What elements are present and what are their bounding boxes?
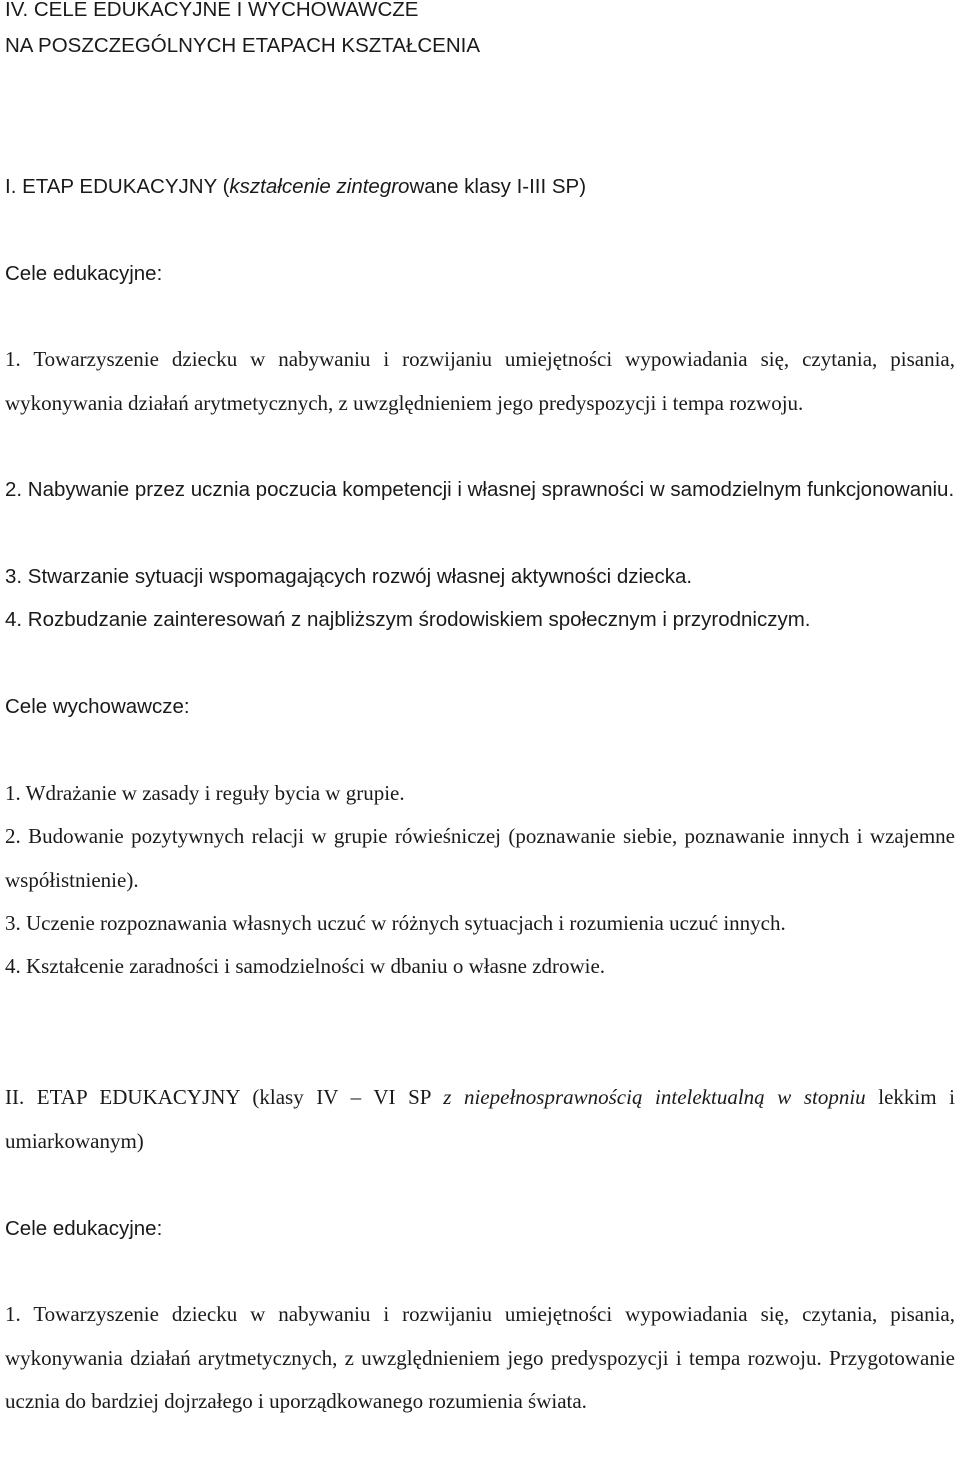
stage-1-edu-label: Cele edukacyjne: (5, 262, 163, 285)
stage-1-heading-italic: kształcenie zintegro (229, 175, 410, 198)
stage-2-heading (5, 1076, 955, 1163)
stage-1-edu-item-2: 2. Nabywanie przez ucznia poczucia kompetencji i własnej sprawności w samodzielnym funkcjonowaniu. (5, 478, 955, 501)
stage-1-upbringing-item-3: 3. Uczenie rozpoznawania własnych uczuć w różnych sytuacjach i rozumienia uczuć innych. (5, 911, 786, 935)
stage-1-upbringing-label: Cele wychowawcze: (5, 695, 190, 718)
stage-1-edu-item-1: 1. Towarzyszenie dziecku w nabywaniu i rozwijaniu umiejętności wypowiadania się, czytania, pisania, wykonywania działań arytmetycznych, z uwzględnieniem jego predyspozycji i tempa rozwoju. (5, 347, 955, 415)
title-line-2: NA POSZCZEGÓLNYCH ETAPACH KSZTAŁCENIA (5, 34, 481, 57)
stage-2-edu-item-1: 1. Towarzyszenie dziecku w nabywaniu i rozwijaniu umiejętności wypowiadania się, czytania, pisania, wykonywania działań arytmetycznych, z uwzględnieniem jego predyspozycji i tempa rozwoju. Przygotowanie ucznia do bardziej dojrzałego i uporządkowanego rozumienia świata. (5, 1302, 955, 1413)
stage-1-heading-prefix: I. ETAP EDUKACYJNY ( (5, 175, 230, 198)
stage-1-heading (5, 165, 586, 209)
title-line-1: IV. CELE EDUKACYJNE I WYCHOWAWCZE (5, 0, 419, 21)
stage-1-upbringing-item-2: 2. Budowanie pozytywnych relacji w grupie rówieśniczej (poznawanie siebie, poznawanie innych i wzajemne współistnienie). (5, 824, 955, 892)
stage-2-heading-suffix: lekkim i umiarkowanym) (5, 1085, 955, 1153)
document-title (5, 0, 480, 64)
stage-2-heading-prefix: II. ETAP EDUKACYJNY (klasy IV – VI SP (5, 1085, 444, 1109)
stage-2-heading-italic: z niepełnosprawnością intelektualną w stopniu (443, 1085, 866, 1109)
stage-1-upbringing-item-1: 1. Wdrażanie w zasady i reguły bycia w grupie. (5, 781, 405, 805)
stage-1-upbringing-item-4: 4. Kształcenie zaradności i samodzielności w dbaniu o własne zdrowie. (5, 954, 606, 978)
stage-1-heading-suffix: wane klasy I-III SP) (409, 175, 587, 198)
stage-2-edu-label: Cele edukacyjne: (5, 1217, 163, 1240)
stage-1-edu-item-3: 3. Stwarzanie sytuacji wspomagających rozwój własnej aktywności dziecka. (5, 565, 693, 588)
stage-1-edu-item-4: 4. Rozbudzanie zainteresowań z najbliższym środowiskiem społecznym i przyrodniczym. (5, 608, 811, 631)
